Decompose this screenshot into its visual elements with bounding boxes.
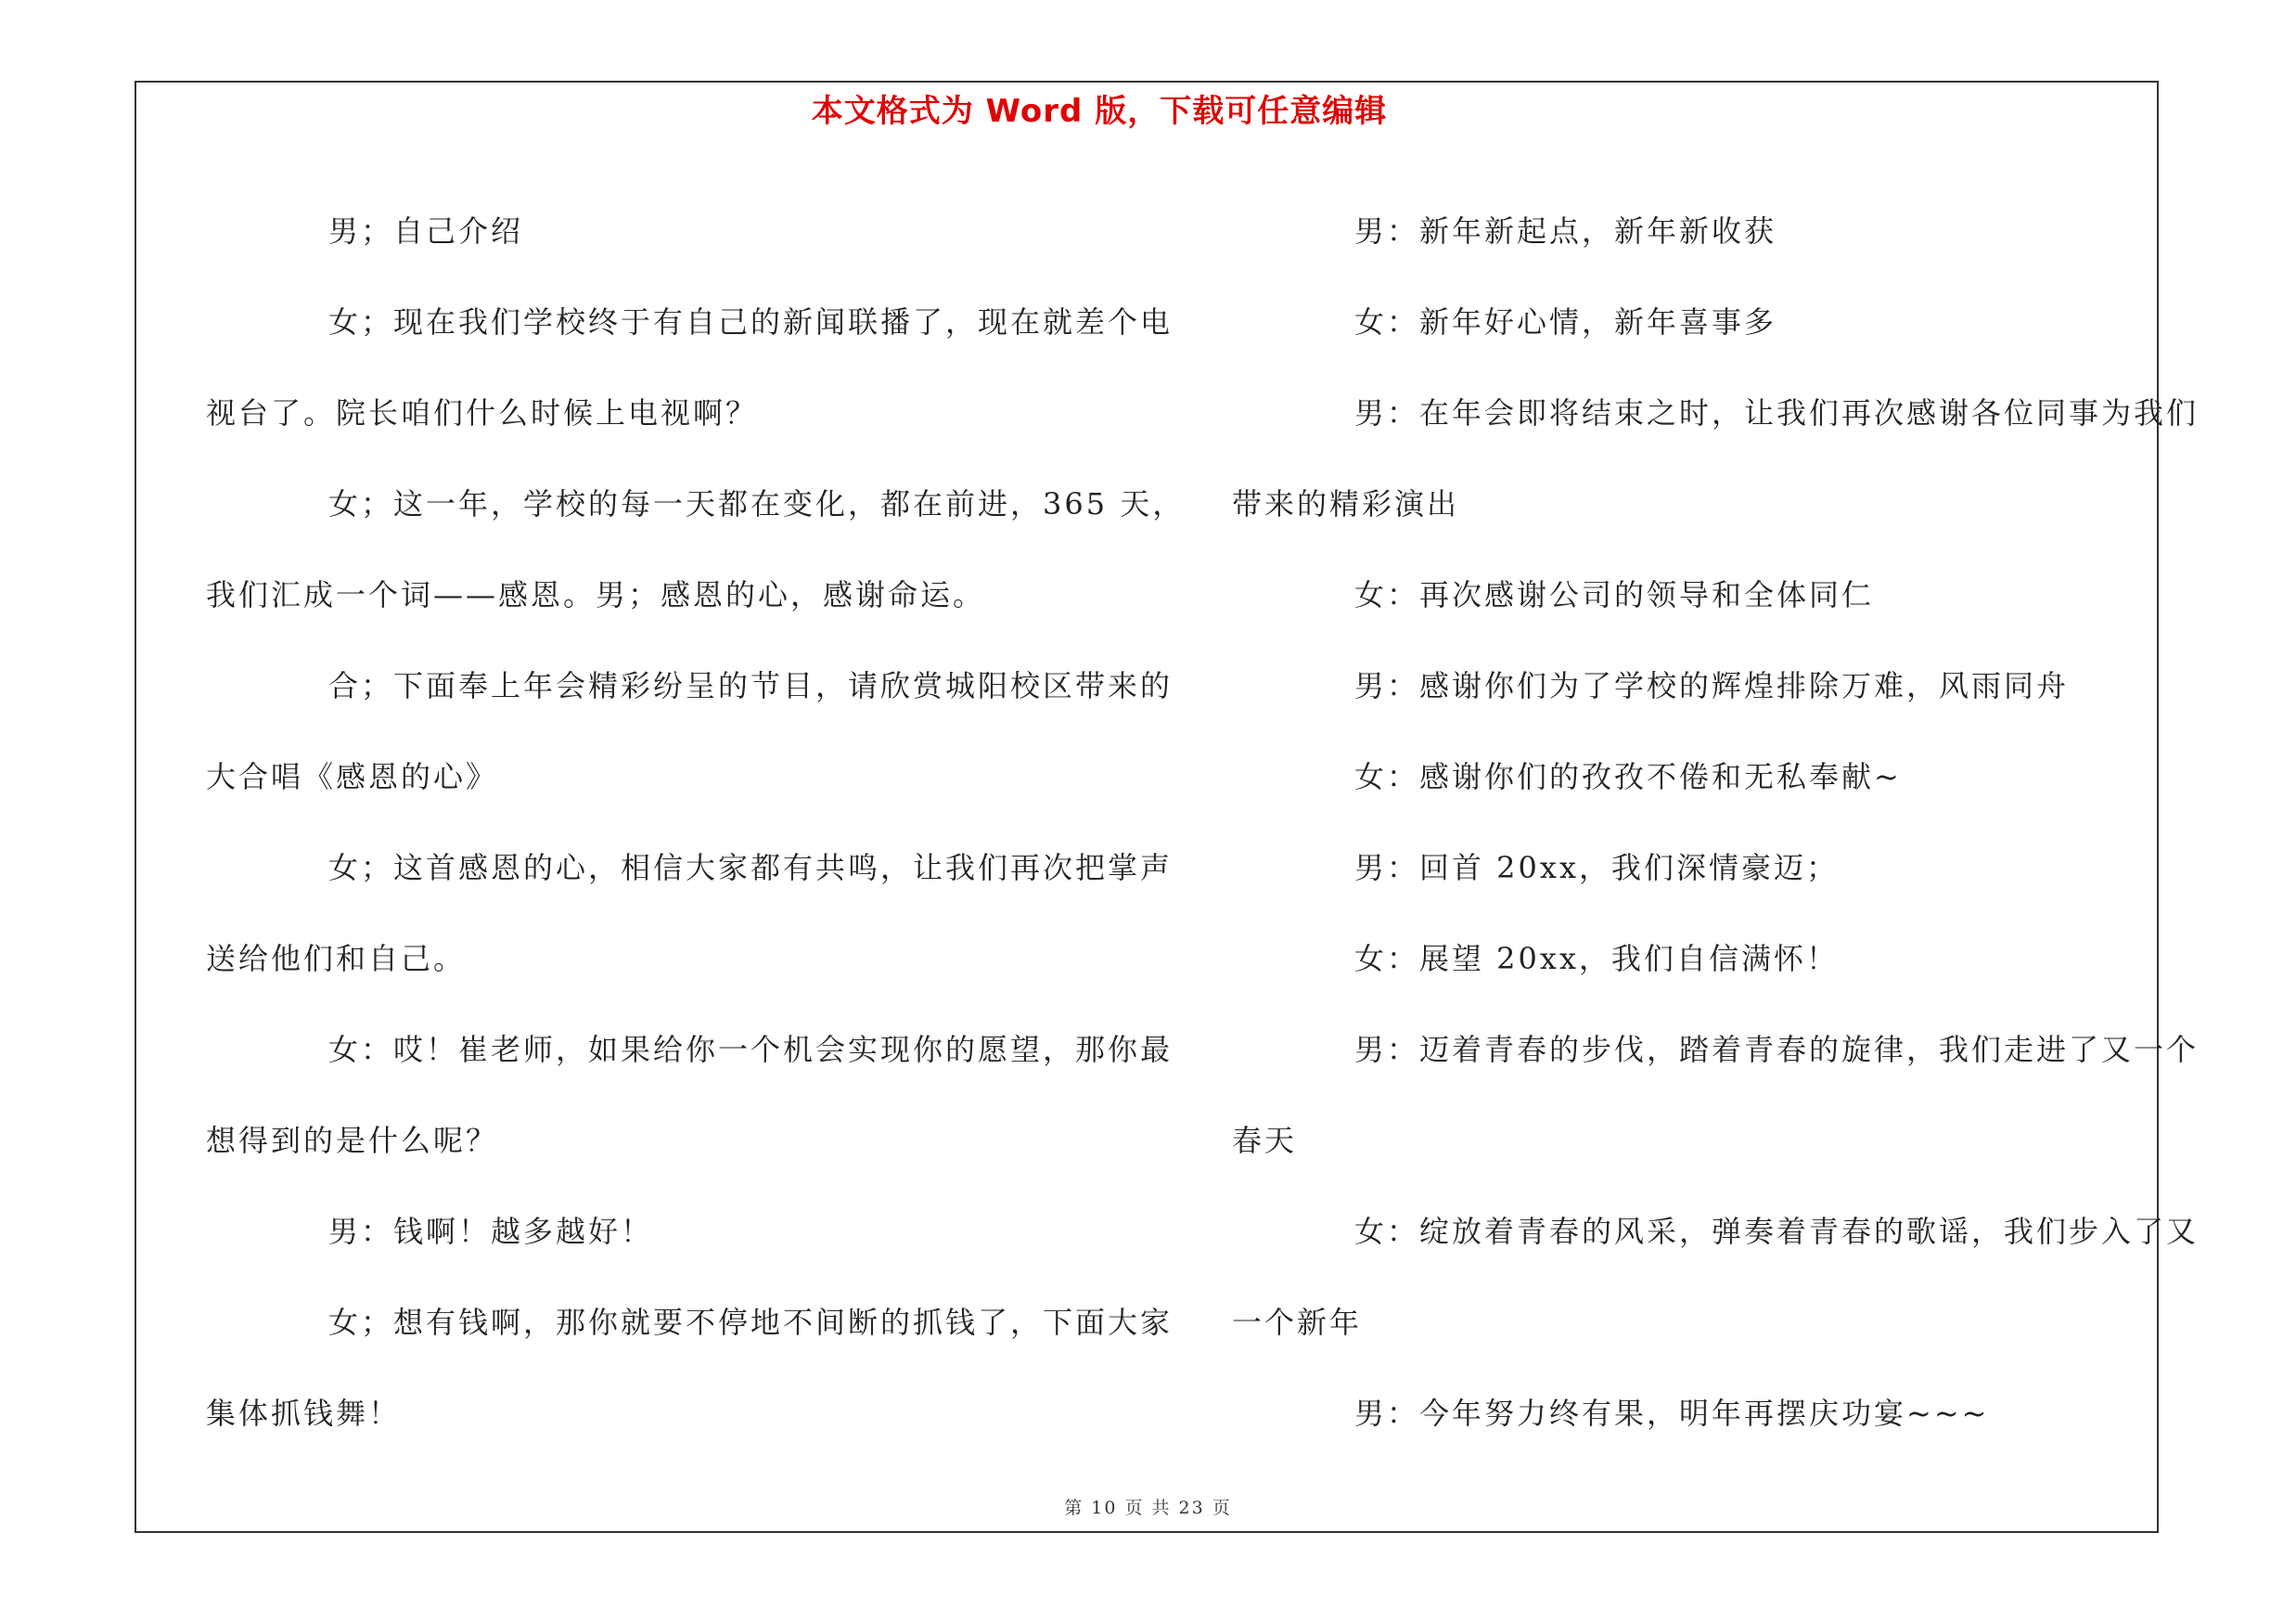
paragraph-line: 送给他们和自己。: [206, 941, 467, 976]
paragraph-line: 合；下面奉上年会精彩纷呈的节目，请欣赏城阳校区带来的: [328, 668, 1174, 703]
paragraph-line: 视台了。院长咱们什么时候上电视啊？: [206, 395, 759, 431]
paragraph-line: 一个新年: [1232, 1305, 1363, 1340]
paragraph-line: 带来的精彩演出: [1232, 486, 1460, 522]
format-banner: 本文格式为 Word 版，下载可任意编辑: [811, 93, 1388, 130]
paragraph-line: 女：绽放着青春的风采，弹奏着青春的歌谣，我们步入了又: [1354, 1214, 2200, 1249]
paragraph-line: 想得到的是什么呢？: [206, 1123, 499, 1158]
paragraph-line: 女；想有钱啊，那你就要不停地不间断的抓钱了，下面大家: [328, 1305, 1174, 1340]
paragraph-line: 男：迈着青春的步伐，踏着青春的旋律，我们走进了又一个: [1354, 1032, 2200, 1067]
paragraph-line: 男：钱啊！越多越好！: [328, 1214, 654, 1249]
paragraph-line: 男：新年新起点，新年新收获: [1354, 213, 1777, 249]
paragraph-line: 男：回首 20xx，我们深情豪迈；: [1354, 850, 1839, 885]
page-number: 第 10 页 共 23 页: [1064, 1498, 1232, 1518]
paragraph-line: 男：今年努力终有果，明年再摆庆功宴~~~: [1354, 1396, 1990, 1431]
paragraph-line: 女：再次感谢公司的领导和全体同仁: [1354, 577, 1875, 612]
paragraph-line: 男：在年会即将结束之时，让我们再次感谢各位同事为我们: [1354, 395, 2200, 431]
right-column: [1232, 186, 2200, 1459]
paragraph-line: 女；现在我们学校终于有自己的新闻联播了，现在就差个电: [328, 304, 1174, 340]
left-column: [206, 186, 1186, 1459]
paragraph-line: 女：新年好心情，新年喜事多: [1354, 304, 1777, 340]
paragraph-line: 女；这一年，学校的每一天都在变化，都在前进，365 天，: [328, 486, 1186, 522]
paragraph-line: 大合唱《感恩的心》: [206, 759, 499, 794]
paragraph-line: 春天: [1232, 1123, 1298, 1158]
paragraph-line: 男；自己介绍: [328, 213, 524, 249]
paragraph-line: 女；这首感恩的心，相信大家都有共鸣，让我们再次把掌声: [328, 850, 1174, 885]
paragraph-line: 我们汇成一个词——感恩。男；感恩的心，感谢命运。: [206, 577, 986, 612]
paragraph-line: 女：展望 20xx，我们自信满怀！: [1354, 941, 1839, 976]
paragraph-line: 女：哎！崔老师，如果给你一个机会实现你的愿望，那你最: [328, 1032, 1174, 1067]
paragraph-line: 男：感谢你们为了学校的辉煌排除万难，风雨同舟: [1354, 668, 2070, 703]
paragraph-line: 集体抓钱舞！: [206, 1396, 402, 1431]
paragraph-line: 女：感谢你们的孜孜不倦和无私奉献~: [1354, 759, 1902, 794]
